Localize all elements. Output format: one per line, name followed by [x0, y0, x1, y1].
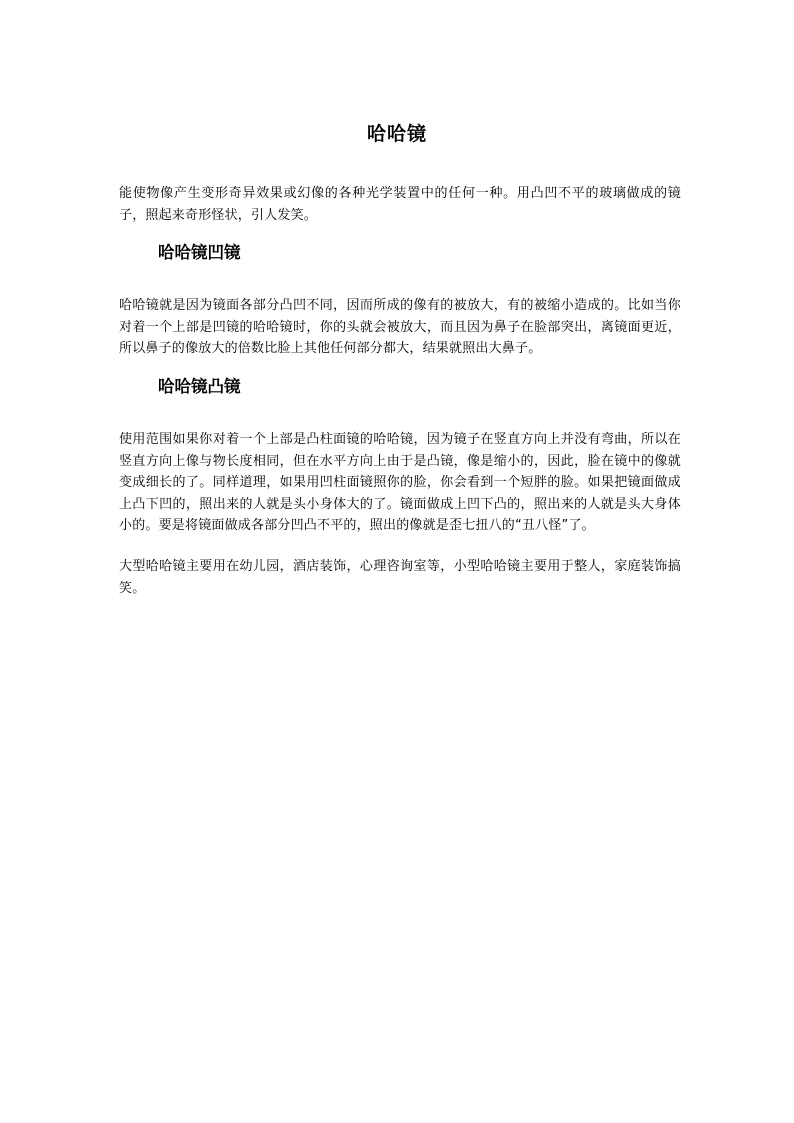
usage-paragraph: 大型哈哈镜主要用在幼儿园，酒店装饰，心理咨询室等，小型哈哈镜主要用于整人，家庭装饰搞笑。: [119, 559, 681, 596]
concave-paragraph: 哈哈镜就是因为镜面各部分凸凹不同，因而所成的像有的被放大，有的被缩小造成的。比如当你对着一个上部是凹镜的哈哈镜时，你的头就会被放大，而且因为鼻子在脸部突出，离镜面更近，所以鼻子的像放大的倍数比脸上其他任何部分都大，结果就照出大鼻子。: [119, 298, 681, 356]
section-heading-concave: 哈哈镜凹镜: [158, 243, 241, 262]
intro-paragraph: 能使物像产生变形奇异效果或幻像的各种光学装置中的任何一种。用凸凹不平的玻璃做成的镜子，照起来奇形怪状，引人发笑。: [119, 186, 681, 223]
section-heading-convex: 哈哈镜凸镜: [158, 377, 241, 396]
convex-paragraph: 使用范围如果你对着一个上部是凸柱面镜的哈哈镜，因为镜子在竖直方向上并没有弯曲，所以在竖直方向上像与物长度相同，但在水平方向上由于是凸镜，像是缩小的，因此，脸在镜中的像就变成细长的了。同样道理，如果用凹柱面镜照你的脸，你会看到一个短胖的脸。如果把镜面做成上凸下凹的，照出来的人就是头小身体大的了。镜面做成上凹下凸的，照出来的人就是头大身体小的。要是将镜面做成各部分凹凸不平的，照出的像就是歪七扭八的“丑八怪”了。: [119, 432, 681, 533]
document-title: 哈哈镜: [366, 123, 427, 145]
